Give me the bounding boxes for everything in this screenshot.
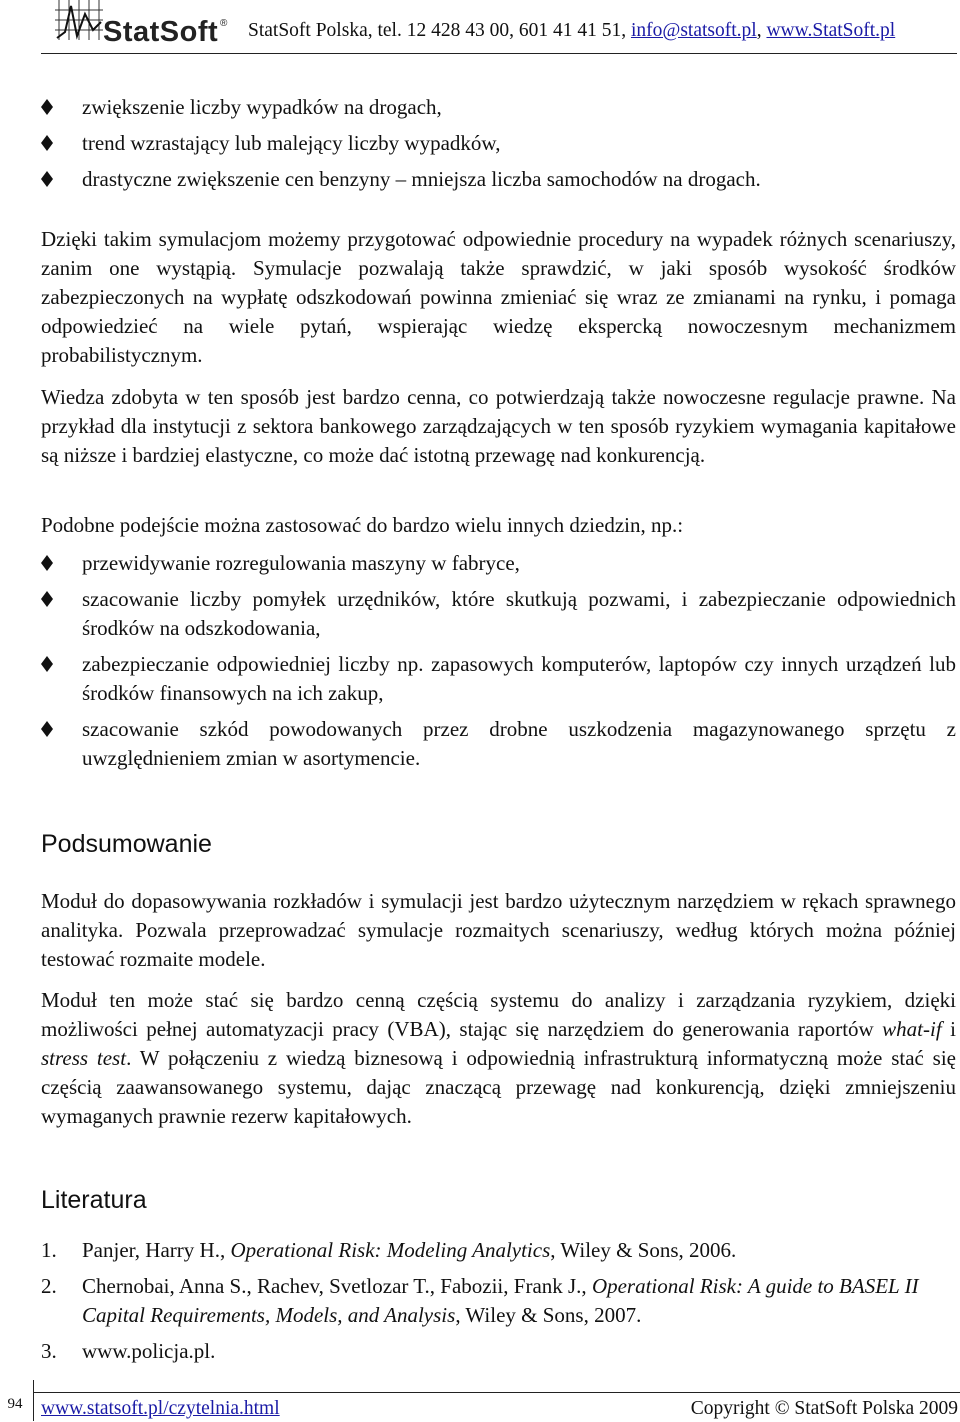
paragraph-text: Symulacje pozwalają także sprawdzić, w jaki sposób wysokość środków zabezpieczonych na wypłatę odszkodowań powinna zmieniać się wraz ze zmianami na rynku, i pomaga odpowiedzieć na wiele pytań, wspierając wiedzę ekspercką nowoczesnym mechanizmem probabilistycznym. bbox=[41, 256, 956, 367]
list-item-text: zabezpieczanie odpowiedniej liczby np. zapasowych komputerów, laptopów czy innych urządzeń lub środków finansowych na ich zakup, bbox=[82, 652, 956, 705]
header-email-link[interactable]: info@statsoft.pl bbox=[630, 20, 757, 41]
footer-copyright: Copyright © StatSoft Polska 2009 bbox=[690, 1398, 958, 1419]
reference-item bbox=[41, 1337, 956, 1366]
header-divider bbox=[41, 53, 957, 54]
paragraph-summary-1: Moduł do dopasowywania rozkładów i symulacji jest bardzo użytecznym narzędziem w rękach sprawnego analityka. Pozwala przeprowadzać symulacje rozmaitych scenariuszy, według których można później testować rozmaite modele. bbox=[41, 889, 956, 971]
paragraph-text: i bbox=[941, 1017, 956, 1041]
list-item-text: drastyczne zwiększenie cen benzyny – mniejsza liczba samochodów na drogach. bbox=[82, 167, 761, 191]
list-item bbox=[41, 549, 956, 578]
reference-title: Operational Risk: A guide to BASEL II Capital Requirements, Models, and Analysis bbox=[82, 1274, 919, 1327]
header-contact bbox=[248, 18, 895, 44]
reference-title: Operational Risk: Modeling Analytics bbox=[230, 1238, 551, 1262]
list-item-text: trend wzrastający lub malejący liczby wypadków, bbox=[82, 131, 501, 155]
footer-reading-room-link[interactable]: www.statsoft.pl/czytelnia.html bbox=[41, 1398, 280, 1419]
paragraph-text: Moduł ten może stać się bardzo cenną częścią systemu do analizy i zarządzania ryzykiem, dzięki możliwości pełnej automatyzacji pracy (VBA), stając się narzędziem do generowania raportów bbox=[41, 988, 956, 1041]
header-separator: , bbox=[756, 20, 767, 41]
diamond-bullet-icon bbox=[41, 721, 53, 737]
diamond-bullet-icon bbox=[41, 135, 53, 151]
statsoft-logo: StatSoft bbox=[103, 16, 219, 48]
list-item bbox=[41, 650, 956, 708]
page-number: 94 bbox=[7, 1396, 23, 1412]
diamond-bullet-icon bbox=[41, 99, 53, 115]
paragraph-simulations bbox=[41, 225, 956, 370]
diamond-bullet-icon bbox=[41, 555, 53, 571]
diamond-bullet-icon bbox=[41, 656, 53, 672]
term-stress-test: stress test bbox=[41, 1046, 127, 1070]
reference-publisher: , Wiley & Sons, 2007. bbox=[455, 1303, 642, 1327]
reference-author: Panjer, Harry H., bbox=[82, 1238, 231, 1262]
footer-divider bbox=[33, 1392, 960, 1393]
header-contact-text: StatSoft Polska, tel. 12 428 43 00, 601 41 41 51, bbox=[248, 20, 631, 41]
reference-number: 1. bbox=[41, 1238, 57, 1262]
list-item-text: szacowanie szkód powodowanych przez drobne uszkodzenia magazynowanego sprzętu z uwzględnieniem zmian w asortymencie. bbox=[82, 717, 956, 770]
paragraph-summary-2 bbox=[41, 986, 956, 1131]
list-item bbox=[41, 715, 956, 773]
list-item-text: szacowanie liczby pomyłek urzędników, które skutkują pozwami, i zabezpieczanie odpowiednich środków na odszkodowania, bbox=[82, 587, 956, 640]
list-item bbox=[41, 585, 956, 643]
list-item bbox=[41, 165, 956, 194]
paragraph-text: Na przykład dla instytucji z sektora bankowego zarządzających w ten sposób ryzykiem wymagania kapitałowe są niższe i bardziej elastyczne, co może dać istotną przewagę nad konkurencją. bbox=[41, 385, 956, 467]
list-item-text: zwiększenie liczby wypadków na drogach, bbox=[82, 95, 442, 119]
reference-list bbox=[41, 1236, 956, 1366]
term-what-if: what-if bbox=[882, 1017, 942, 1041]
bullet-list-examples bbox=[41, 549, 956, 773]
reference-item bbox=[41, 1236, 956, 1265]
statsoft-logo-graph-icon bbox=[55, 0, 103, 40]
reference-number: 3. bbox=[41, 1339, 57, 1363]
diamond-bullet-icon bbox=[41, 171, 53, 187]
reference-author: www.policja.pl. bbox=[82, 1339, 216, 1363]
list-item-text: przewidywanie rozregulowania maszyny w fabryce, bbox=[82, 551, 520, 575]
footer-vertical-divider bbox=[33, 1380, 34, 1421]
paragraph-text: Dzięki takim symulacjom możemy przygotować odpowiednie procedury na wypadek różnych scenariuszy, zanim one wystąpią. bbox=[41, 227, 956, 280]
section-heading-literature: Literatura bbox=[41, 1186, 147, 1214]
reference-author: Chernobai, Anna S., Rachev, Svetlozar T., Fabozii, Frank J., bbox=[82, 1274, 592, 1298]
paragraph-text: . W połączeniu z wiedzą biznesową i odpowiednią infrastrukturą informatyczną może stać się częścią zaawansowanego systemu, dając znaczącą przewagę nad konkurencją, dzięki zmniejszeniu wymaganych prawnie rezerw kapitałowych. bbox=[41, 1046, 956, 1128]
list-item bbox=[41, 129, 956, 158]
reference-publisher: , Wiley & Sons, 2006. bbox=[550, 1238, 737, 1262]
diamond-bullet-icon bbox=[41, 591, 53, 607]
registered-mark: ® bbox=[220, 18, 228, 29]
bullet-list-top bbox=[41, 93, 956, 194]
paragraph-knowledge bbox=[41, 383, 956, 470]
reference-item bbox=[41, 1272, 956, 1330]
paragraph-other-domains: Podobne podejście można zastosować do bardzo wielu innych dziedzin, np.: bbox=[41, 513, 684, 537]
list-item bbox=[41, 93, 956, 122]
section-heading-summary: Podsumowanie bbox=[41, 830, 212, 858]
paragraph-text: Wiedza zdobyta w ten sposób jest bardzo cenna, co potwierdzają także nowoczesne regulacje prawne. bbox=[41, 385, 925, 409]
page-header bbox=[0, 0, 960, 62]
header-website-link[interactable]: www.StatSoft.pl bbox=[766, 20, 896, 41]
reference-number: 2. bbox=[41, 1274, 57, 1298]
